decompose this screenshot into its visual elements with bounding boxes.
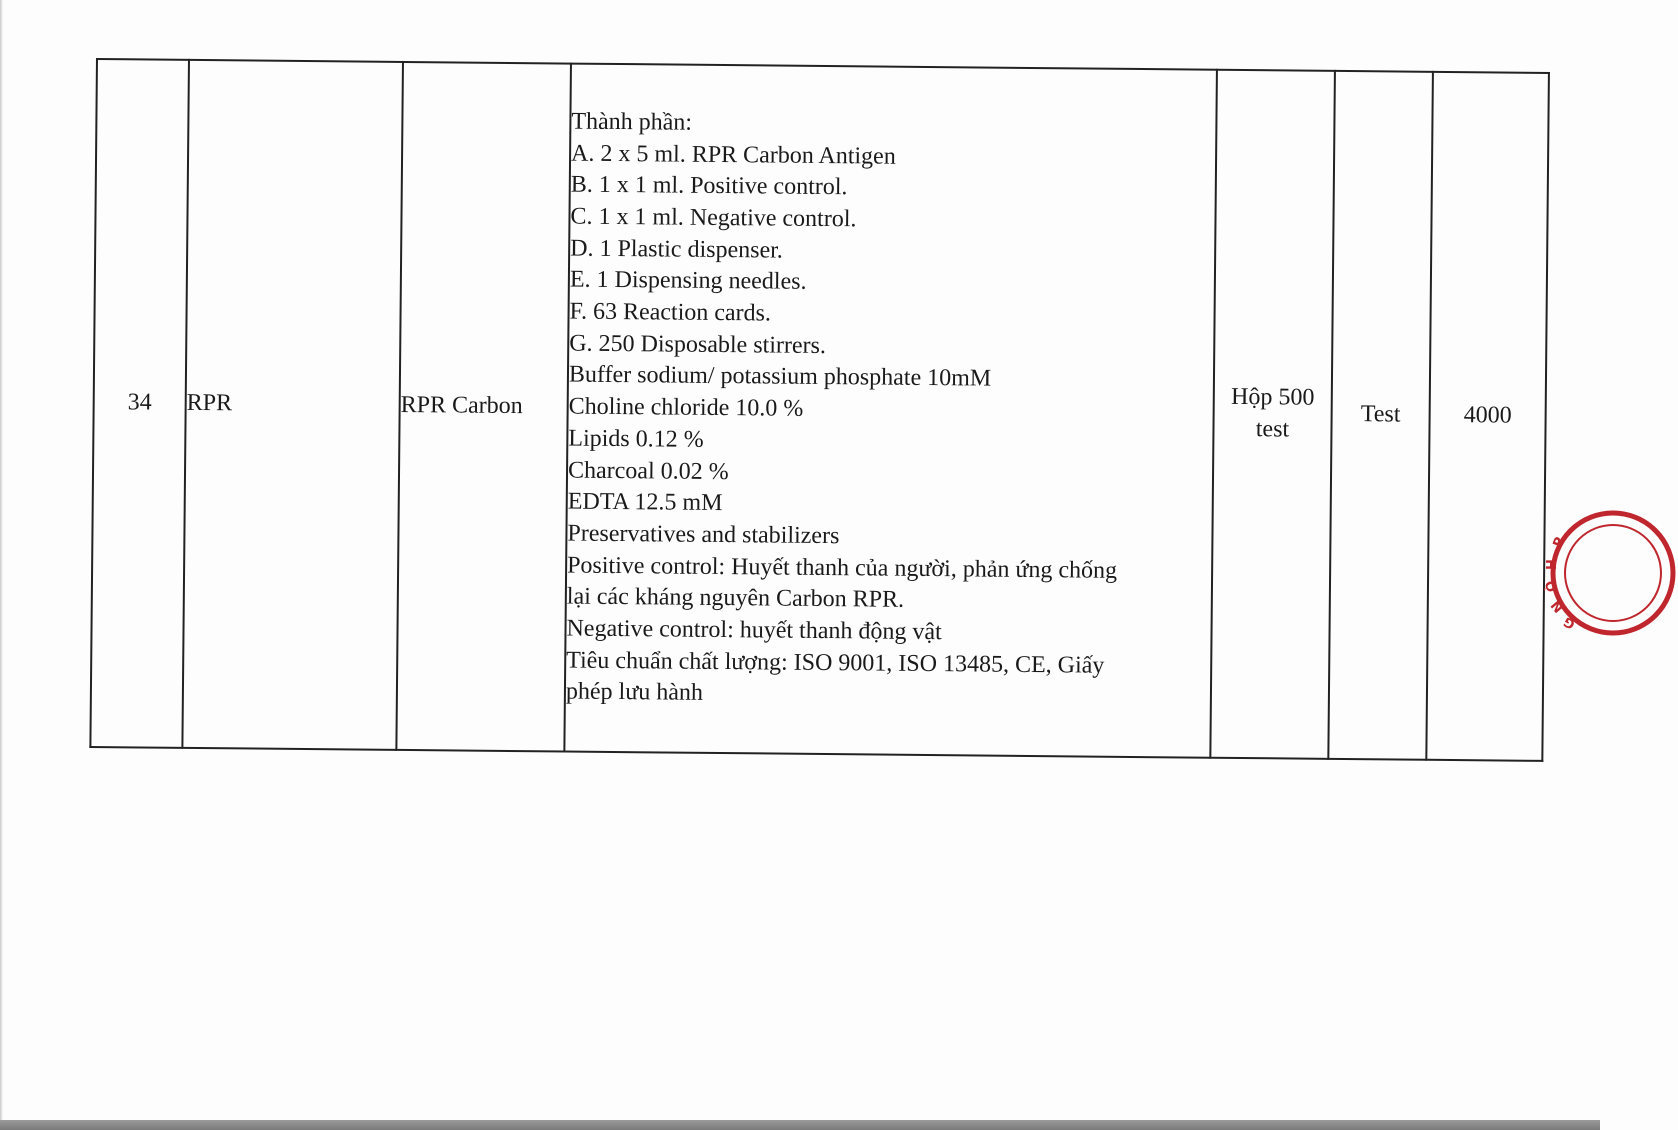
spec-line: Buffer sodium/ potassium phosphate 10mM [568, 362, 992, 393]
spec-line: B. 1 x 1 ml. Positive control. [570, 172, 848, 201]
spec-line: Charcoal 0.02 % [567, 457, 729, 485]
pack-line-2: test [1255, 416, 1290, 443]
spec-line: phép lưu hành [565, 678, 704, 707]
spec-line: F. 63 Reaction cards. [569, 298, 772, 327]
table-row [90, 59, 1549, 761]
cell-pack [1210, 70, 1335, 759]
spec-line: C. 1 x 1 ml. Negative control. [570, 203, 857, 233]
spec-line: E. 1 Dispensing needles. [569, 267, 807, 296]
spec-table [89, 58, 1550, 762]
spec-line: Positive control: Huyết thanh của người, phản ứng chống [567, 552, 1118, 584]
cell-brand: RPR Carbon [396, 62, 571, 752]
spec-line: EDTA 12.5 mM [567, 488, 723, 517]
spec-line: Choline chloride 10.0 % [568, 393, 804, 422]
scan-edge-shadow [0, 0, 3, 1130]
cell-name: RPR [182, 60, 403, 750]
cell-spec [564, 64, 1217, 758]
spec-line: Lipids 0.12 % [568, 425, 704, 453]
pack-line-1: Hộp 500 [1230, 384, 1315, 412]
spec-table-wrap [89, 58, 1542, 762]
cell-qty: 4000 [1426, 72, 1549, 761]
spec-line: lại các kháng nguyên Carbon RPR. [566, 583, 905, 613]
scan-bottom-edge [0, 1120, 1600, 1130]
svg-text:Ò: Ò [1542, 578, 1561, 594]
svg-text:H: H [1545, 559, 1560, 570]
spec-line: G. 250 Disposable stirrers. [569, 330, 827, 359]
cell-unit: Test [1328, 71, 1433, 760]
svg-text:G: G [1561, 613, 1578, 632]
spec-lines [566, 107, 1216, 715]
cell-stt: 34 [90, 59, 189, 748]
spec-line: D. 1 Plastic dispenser. [570, 235, 783, 264]
svg-text:N: N [1548, 597, 1568, 616]
svg-text:P: P [1550, 535, 1569, 550]
spec-line: A. 2 x 5 ml. RPR Carbon Antigen [570, 140, 896, 170]
spec-line: Preservatives and stabilizers [567, 520, 840, 550]
spec-line: Thành phần: [571, 108, 693, 136]
red-stamp-icon [1542, 498, 1678, 648]
spec-line: Tiêu chuẩn chất lượng: ISO 9001, ISO 13485, CE, Giấy [566, 647, 1105, 679]
spec-line: Negative control: huyết thanh động vật [566, 615, 942, 646]
